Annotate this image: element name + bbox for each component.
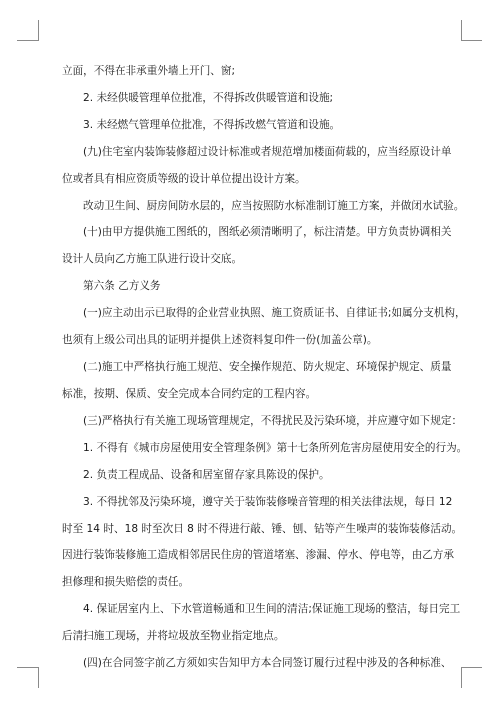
text-line-3: 3. 未经燃气管理单位批准，不得拆改燃气管道和设施。 xyxy=(83,119,341,131)
text-line-5: 位或者具有相应资质等级的设计单位提出设计方案。 xyxy=(62,173,306,185)
text-line-18: 时至 14 时、18 时至次日 8 时不得进行敲、锤、刨、钻等产生噪声的装饰装修活动。 xyxy=(62,523,463,535)
text-line-7: (十)由甲方提供施工图纸的，图纸必须清晰明了，标注清楚。甲方负责协调相关 xyxy=(83,226,452,238)
text-line-15: 1. 不得有《城市房屋使用安全管理条例》第十七条所列危害房屋使用安全的行为。 xyxy=(83,442,468,454)
text-line-2: 2. 未经供暖管理单位批准，不得拆改供暖管道和设施; xyxy=(83,92,334,104)
text-line-16: 2. 负责工程成品、设备和居室留存家具陈设的保护。 xyxy=(83,469,330,481)
text-line-14: (三)严格执行有关施工现场管理规定，不得扰民及污染环境，并应遵守如下规定： xyxy=(83,415,463,427)
text-line-23: (四)在合同签字前乙方须如实告知甲方本合同签订履行过程中涉及的各种标准、 xyxy=(83,657,452,669)
text-line-19: 因进行装饰装修施工造成相邻居民住房的管道堵塞、渗漏、停水、停电等，由乙方承 xyxy=(62,549,454,561)
text-line-11: 也须有上级公司出具的证明并提供上述资料复印件一份(加盖公章)。 xyxy=(62,334,378,346)
text-line-8: 设计人员向乙方施工队进行设计交底。 xyxy=(62,253,243,265)
text-line-4: (九)住宅室内装饰装修超过设计标准或者规范增加楼面荷载的，应当经原设计单 xyxy=(83,146,452,158)
text-line-6: 改动卫生间、厨房间防水层的，应当按照防水标准制订施工方案，并做闭水试验。 xyxy=(83,200,465,212)
text-line-10: (一)应主动出示已取得的企业营业执照、施工资质证书、自律证书;如属分支机构， xyxy=(83,307,466,319)
text-line-13: 标准，按期、保质、安全完成本合同约定的工程内容。 xyxy=(62,388,317,400)
text-line-1: 立面，不得在非承重外墙上开门、窗; xyxy=(62,65,236,77)
text-line-20: 担修理和损失赔偿的责任。 xyxy=(62,576,190,588)
text-line-12: (二)施工中严格执行施工规范、安全操作规范、防火规定、环境保护规定、质量 xyxy=(83,361,452,373)
text-line-21: 4. 保证居室内上、下水管道畅通和卫生间的清洁;保证施工现场的整洁，每日完工 xyxy=(83,603,461,615)
text-line-22: 后清扫施工现场，并将垃圾放至物业指定地点。 xyxy=(62,630,285,642)
text-line-17: 3. 不得扰邻及污染环境，遵守关于装饰装修噪音管理的相关法律法规，每日 12 xyxy=(83,496,453,508)
section-heading: 第六条 乙方义务 xyxy=(83,280,161,292)
